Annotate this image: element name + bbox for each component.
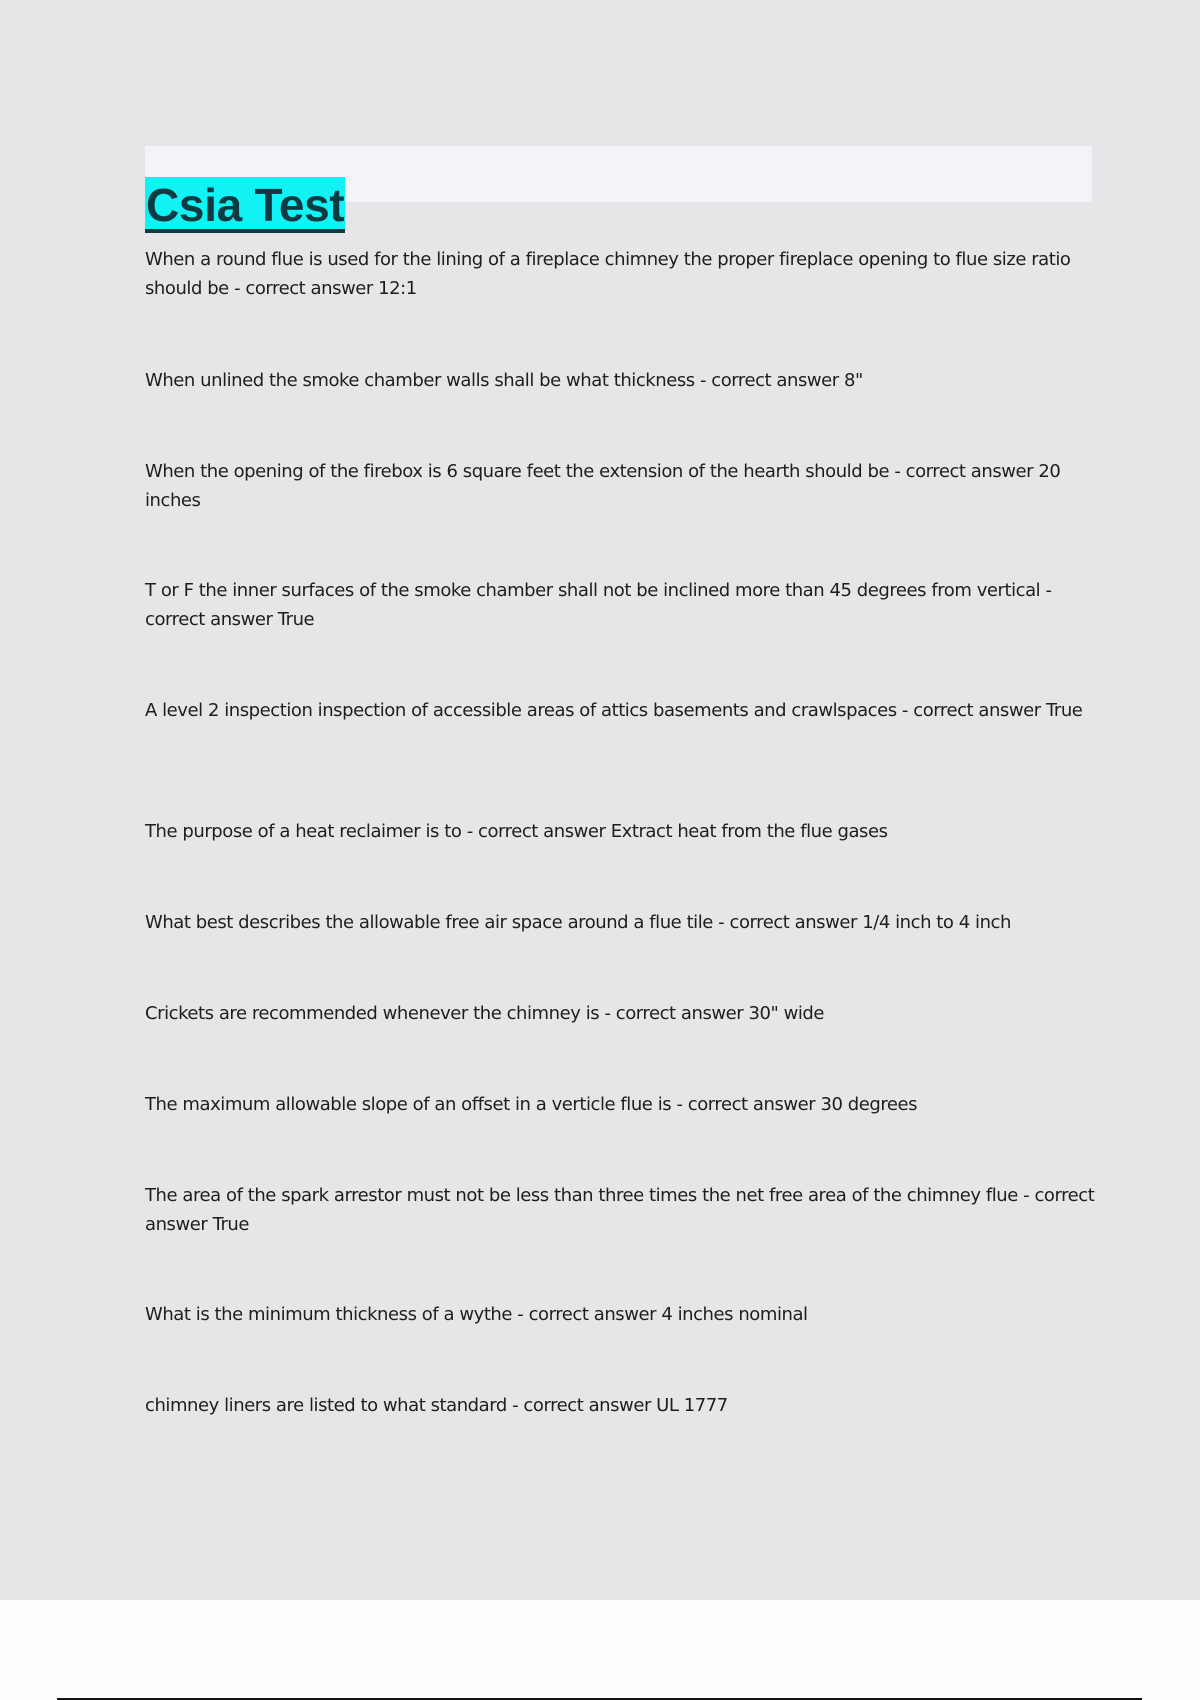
question-item-8: Crickets are recommended whenever the chimney is - correct answer 30" wide [145,1003,825,1024]
question-item-11: What is the minimum thickness of a wythe - correct answer 4 inches nominal [145,1304,808,1325]
question-item-3: When the opening of the firebox is 6 square feet the extension of the hearth should be - correct answer 20 inches [145,461,1061,511]
page-footer-area [0,1600,1200,1700]
question-item-1: When a round flue is used for the lining of a fireplace chimney the proper fireplace opening to flue size ratio should be - correct answer 12:1 [145,249,1071,299]
question-item-2: When unlined the smoke chamber walls shall be what thickness - correct answer 8" [145,370,863,391]
question-item-7: What best describes the allowable free air space around a flue tile - correct answer 1/4 inch to 4 inch [145,912,1011,933]
question-item-6: The purpose of a heat reclaimer is to - correct answer Extract heat from the flue gases [145,821,888,842]
document-title: Csia Test [146,178,345,231]
question-item-12: chimney liners are listed to what standard - correct answer UL 1777 [145,1395,728,1416]
question-item-9: The maximum allowable slope of an offset in a verticle flue is - correct answer 30 degrees [145,1094,918,1115]
question-item-4: T or F the inner surfaces of the smoke chamber shall not be inclined more than 45 degrees from vertical - correct answer True [145,580,1052,630]
question-item-5: A level 2 inspection inspection of accessible areas of attics basements and crawlspaces - correct answer True [145,700,1083,721]
question-item-10: The area of the spark arrestor must not be less than three times the net free area of the chimney flue - correct answer True [145,1185,1095,1235]
